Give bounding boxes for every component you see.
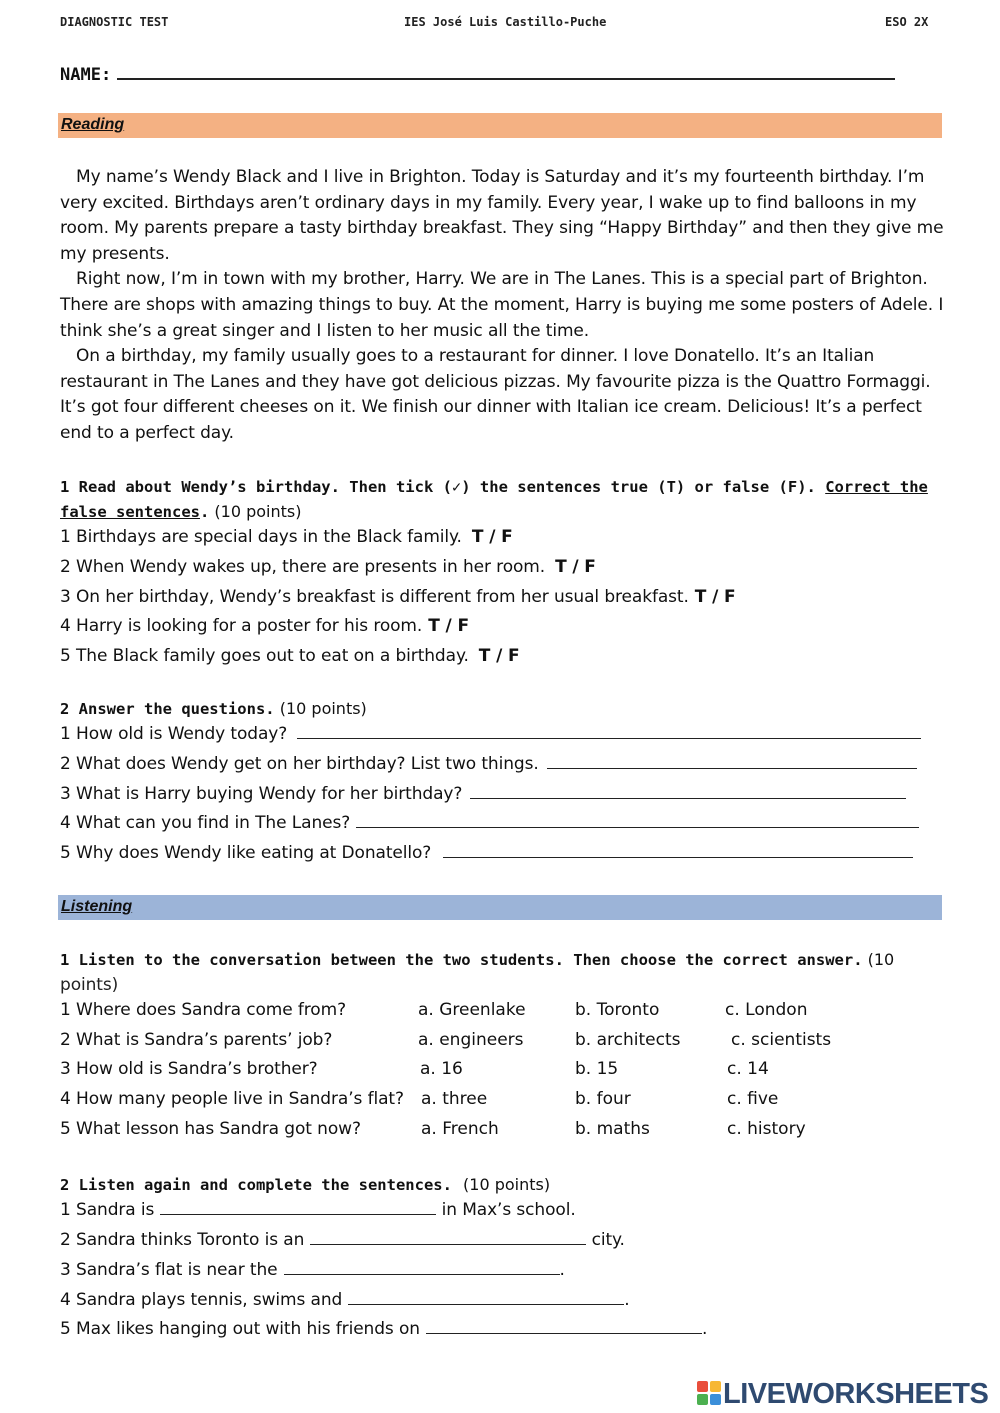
mc-option-b[interactable]: b. four [575, 1089, 631, 1109]
tf-item: 1 Birthdays are special days in the Black family. T / F [60, 527, 513, 547]
mc-question: 4 How many people live in Sandra’s flat? [60, 1089, 404, 1109]
tf-choice[interactable]: T / F [428, 616, 469, 636]
reading-ex1-instruction: 1 Read about Wendy’s birthday. Then tick (✓) the sentences true (T) or false (F). Correct the [60, 478, 928, 496]
reading-paragraph: Right now, I’m in town with my brother, Harry. We are in The Lanes. This is a special part of Brighton. There are shops with amazing things to buy. At the moment, Harry is buying me some posters of Adele. I think she’s a great singer and I listen to her music all the time. [60, 269, 944, 341]
mc-option-b[interactable]: b. architects [575, 1030, 681, 1050]
name-label: NAME: [60, 65, 112, 85]
gap-line[interactable] [426, 1319, 702, 1334]
liveworksheets-logo-icon [697, 1381, 721, 1405]
liveworksheets-logo-text: LIVEWORKSHEETS [723, 1378, 989, 1410]
tf-choice[interactable]: T / F [555, 557, 596, 577]
mc-option-c[interactable]: c. London [725, 1000, 808, 1020]
mc-option-a[interactable]: a. Greenlake [418, 1000, 526, 1020]
gap-fill-item: 4 Sandra plays tennis, swims and . [60, 1290, 630, 1310]
reading-paragraph: On a birthday, my family usually goes to a restaurant for dinner. I love Donatello. It’s an Italian restaurant in The Lanes and they have got delicious pizzas. My favourite pizza is the Quattro Formaggi. It’s got four different cheeses on it. We finish our dinner with Italian ice cream. Delicious! It’s a perfect end to a perfect day. [60, 346, 931, 443]
reading-text [60, 165, 950, 447]
header-left: DIAGNOSTIC TEST [60, 15, 169, 29]
header-right: ESO 2X [885, 15, 929, 29]
answer-line[interactable] [356, 813, 919, 828]
gap-fill-item: 5 Max likes hanging out with his friends on . [60, 1319, 708, 1339]
tf-item: 3 On her birthday, Wendy’s breakfast is different from her usual breakfast. T / F [60, 587, 736, 607]
tf-item: 5 The Black family goes out to eat on a birthday. T / F [60, 646, 520, 666]
answer-line[interactable] [297, 724, 921, 739]
tf-item: 2 When Wendy wakes up, there are presents in her room. T / F [60, 557, 596, 577]
listening-ex1-instruction: 1 Listen to the conversation between the two students. Then choose the correct answer. (10 [60, 950, 895, 969]
name-row [60, 62, 895, 85]
mc-option-a[interactable]: a. three [421, 1089, 488, 1109]
tf-choice[interactable]: T / F [694, 587, 736, 607]
question-item: 3 What is Harry buying Wendy for her birthday? [60, 784, 906, 804]
gap-line[interactable] [310, 1230, 586, 1245]
mc-option-c[interactable]: c. 14 [727, 1059, 769, 1079]
mc-option-a[interactable]: a. French [421, 1119, 499, 1139]
mc-question: 1 Where does Sandra come from? [60, 1000, 346, 1020]
tf-choice[interactable]: T / F [471, 527, 513, 547]
gap-fill-item: 2 Sandra thinks Toronto is an city. [60, 1230, 625, 1250]
listening-section-title: Listening [61, 898, 133, 915]
tf-item: 4 Harry is looking for a poster for his room. T / F [60, 616, 469, 636]
mc-option-a[interactable]: a. engineers [418, 1030, 524, 1050]
listening-ex1-points: points) [60, 975, 119, 995]
mc-option-a[interactable]: a. 16 [420, 1059, 463, 1079]
mc-option-c[interactable]: c. history [727, 1119, 806, 1139]
question-item: 2 What does Wendy get on her birthday? List two things. [60, 754, 917, 774]
answer-line[interactable] [547, 754, 917, 769]
mc-option-b[interactable]: b. 15 [575, 1059, 619, 1079]
gap-line[interactable] [160, 1200, 436, 1215]
mc-option-c[interactable]: c. five [727, 1089, 779, 1109]
reading-section-band [58, 113, 942, 138]
answer-line[interactable] [470, 784, 906, 799]
mc-question: 5 What lesson has Sandra got now? [60, 1119, 361, 1139]
question-item: 1 How old is Wendy today? [60, 724, 921, 744]
name-input-line[interactable] [117, 62, 895, 80]
tf-choice[interactable]: T / F [478, 646, 520, 666]
reading-section-title: Reading [61, 116, 125, 133]
gap-line[interactable] [284, 1260, 560, 1275]
mc-question: 2 What is Sandra’s parents’ job? [60, 1030, 333, 1050]
reading-paragraph: My name’s Wendy Black and I live in Brighton. Today is Saturday and it’s my fourteenth birthday. I’m very excited. Birthdays aren’t ordinary days in my family. Every year, I wake up to find balloons in my room. My parents prepare a tasty birthday breakfast. They sing “Happy Birthday” and then they give me my presents. [60, 167, 944, 264]
mc-question: 3 How old is Sandra’s brother? [60, 1059, 318, 1079]
answer-line[interactable] [443, 843, 913, 858]
listening-section-band [58, 895, 942, 920]
gap-fill-item: 1 Sandra is in Max’s school. [60, 1200, 576, 1220]
question-item: 5 Why does Wendy like eating at Donatello? [60, 843, 913, 863]
gap-fill-item: 3 Sandra’s flat is near the . [60, 1260, 565, 1280]
mc-option-b[interactable]: b. Toronto [575, 1000, 660, 1020]
listening-ex2-instruction: 2 Listen again and complete the sentences. (10 points) [60, 1175, 551, 1194]
mc-option-c[interactable]: c. scientists [731, 1030, 832, 1050]
reading-ex2-instruction: 2 Answer the questions. (10 points) [60, 699, 367, 718]
gap-line[interactable] [348, 1290, 624, 1305]
header-center: IES José Luis Castillo-Puche [404, 15, 607, 29]
question-item: 4 What can you find in The Lanes? [60, 813, 919, 833]
mc-option-b[interactable]: b. maths [575, 1119, 650, 1139]
reading-ex1-instruction-cont: false sentences. (10 points) [60, 502, 302, 521]
